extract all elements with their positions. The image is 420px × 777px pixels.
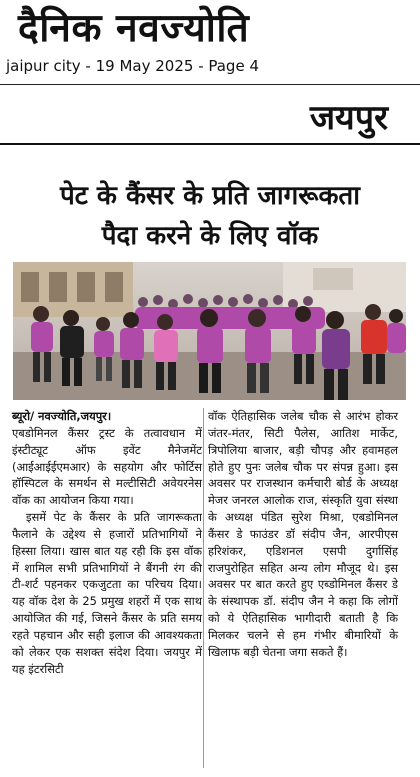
paragraph: इसमें पेट के कैंसर के प्रति जागरूकता फैलाने के उद्देश्य से हजारों प्रतिभागियों ने हिस्सा लिया। खास बात यह रही कि इस वॉक में शामिल सभी प्रतिभागियों ने बैंगनी रंग की टी-शर्ट पहनकर एकजुटता का परिचय दिया। यह वॉक देश के 25 प्रमुख शहरों में एक साथ आयोजित की गई, जिसने कैंसर के प्रति समय रहते पहचान और सही इलाज की आवश्यकता को लेकर एक सशक्त संदेश दिया। जयपुर में यह इंटरसिटी <box>12 510 202 676</box>
article-photo <box>13 262 406 400</box>
article-headline <box>14 176 406 256</box>
article-column-right <box>208 408 398 661</box>
edition-line: jaipur city - 19 May 2025 - Page 4 <box>6 57 259 75</box>
section-city-label: जयपुर <box>309 98 388 138</box>
headline-line: पेट के कैंसर के प्रति जागरूकता <box>60 181 360 211</box>
masthead-title: दैनिक नवज्योति <box>18 6 250 51</box>
walk-crowd-photo <box>13 262 406 400</box>
divider <box>0 143 420 145</box>
divider <box>0 84 420 85</box>
column-divider <box>203 408 204 768</box>
article-column-left <box>12 408 202 678</box>
paragraph: वॉक ऐतिहासिक जलेब चौक से आरंभ होकर जंतर-मंतर, सिटी पैलेस, आतिश मार्केट, त्रिपोलिया बाजार, बड़ी चौपड़ और हवामहल होते हुए पुनः जलेब चौक पर संपन्न हुआ। इस अवसर पर राजस्थान कर्मचारी बोर्ड के अध्यक्ष मेजर जनरल आलोक राज, संस्कृति युवा संस्था के अध्यक्ष पंडित सुरेश मिश्रा, एबडोमिनल कैंसर डे फाउंडर डॉ संदीप जैन, आरपीएस हरिशंकर, एडिशनल एसपी दुर्गासिंह राजपुरोहित सहित अन्य लोग मौजूद थे। इस अवसर पर बात करते हुए एब्डोमिनल कैंसर डे के संस्थापक डॉ. संदीप जैन ने कहा कि लोगों को ये ऐतिहासिक भागीदारी बताती है कि मिलकर चलने से हम गंभीर बीमारियों के खिलाफ बड़ी चेतना जगा सकते हैं। <box>208 409 398 659</box>
dateline: ब्यूरो/ नवज्योति,जयपुर। <box>12 409 112 423</box>
headline-line: पैदा करने के लिए वॉक <box>101 221 319 251</box>
paragraph: एबडोमिनल कैंसर ट्रस्ट के तत्वावधान में इंस्टीट्यूट ऑफ इवेंट मैनेजमेंट (आईआईईएमआर) के सहयोग और फोर्टिस हॉस्पिटल के समर्थन से मल्टीसिटी अवेयरनेस वॉक का आयोजन किया गया। <box>12 425 202 508</box>
